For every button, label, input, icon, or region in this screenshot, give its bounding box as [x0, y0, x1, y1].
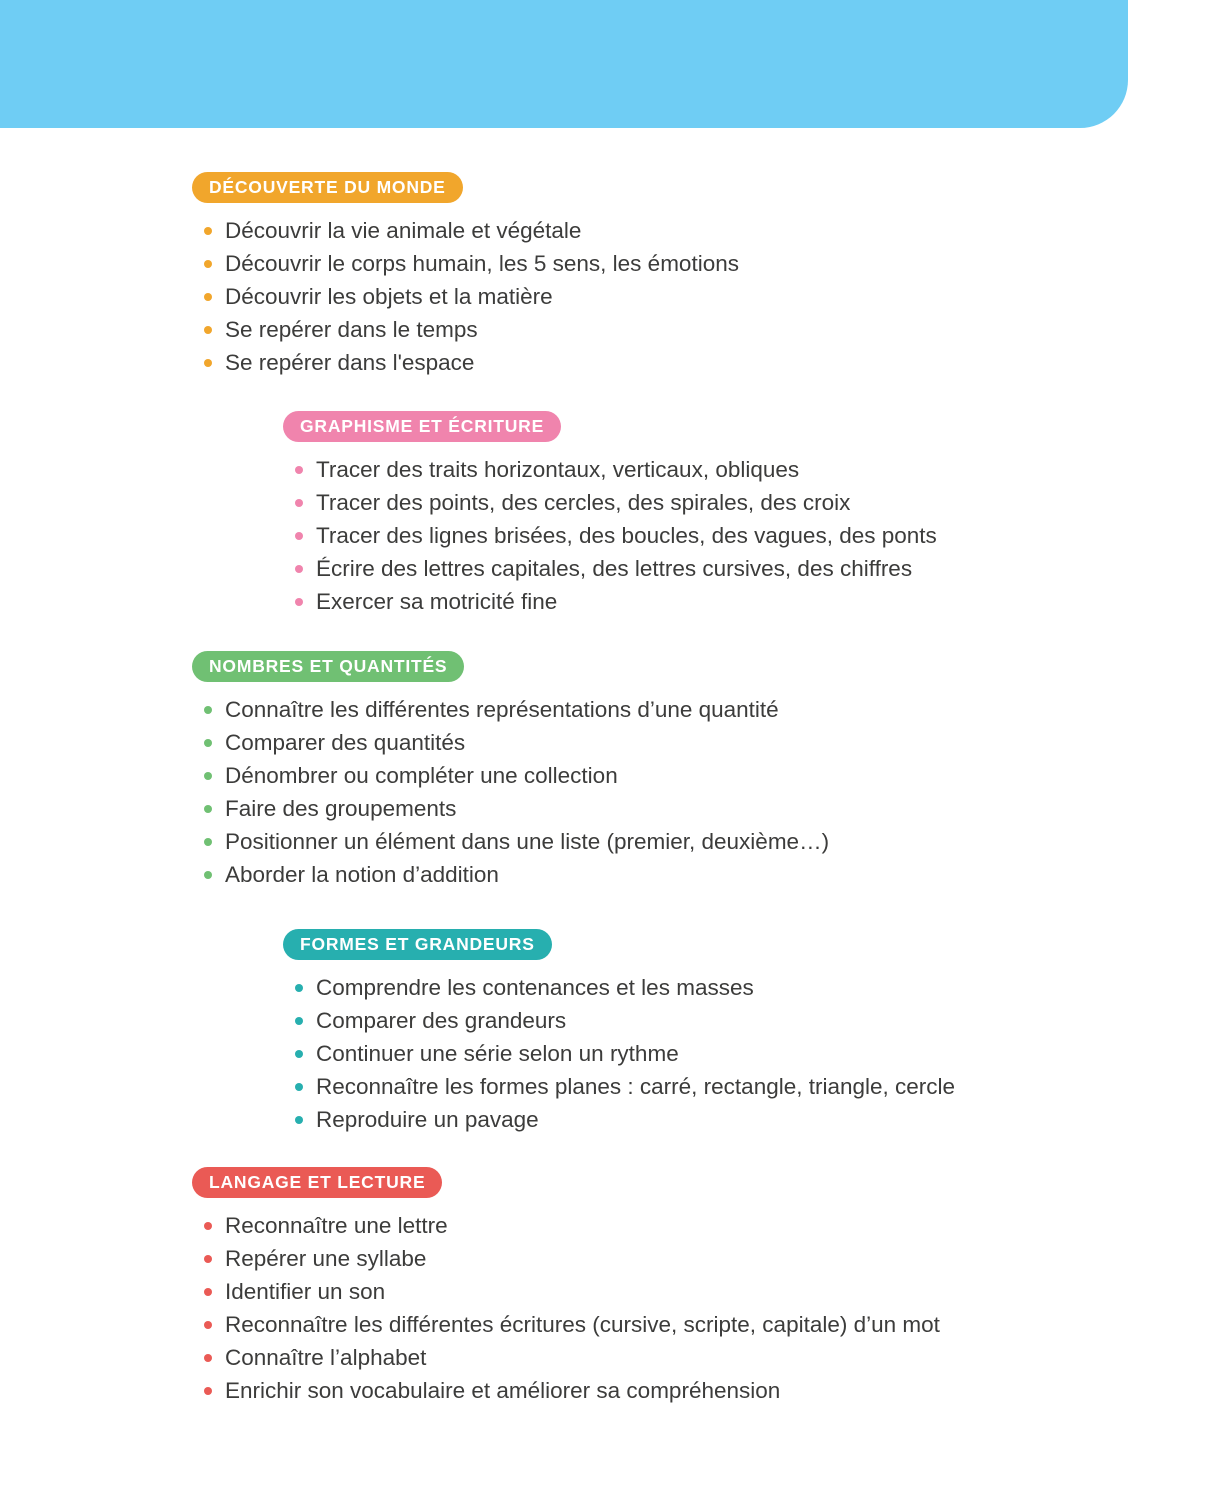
- bullet-icon: [204, 1288, 212, 1296]
- list-item: [192, 280, 1205, 313]
- list-item: [192, 792, 1205, 825]
- bullet-icon: [204, 1222, 212, 1230]
- bullet-icon: [295, 1083, 303, 1091]
- skills-list: [283, 971, 1205, 1136]
- bullet-icon: [204, 359, 212, 367]
- bullet-icon: [295, 984, 303, 992]
- list-item-text: Aborder la notion d’addition: [225, 862, 499, 887]
- list-item-text: Comprendre les contenances et les masses: [316, 975, 754, 1000]
- list-item-text: Connaître l’alphabet: [225, 1345, 427, 1370]
- bullet-icon: [204, 871, 212, 879]
- skills-list: [192, 693, 1205, 891]
- list-item: [192, 1209, 1205, 1242]
- list-item: [283, 585, 1205, 618]
- bullet-icon: [204, 293, 212, 301]
- list-item-text: Enrichir son vocabulaire et améliorer sa compréhension: [225, 1378, 781, 1403]
- section-langage-et-lecture: [192, 1167, 1205, 1407]
- list-item: [192, 759, 1205, 792]
- section-badge-graphisme-et-ecriture: GRAPHISME ET ÉCRITURE: [283, 411, 561, 442]
- list-item-text: Exercer sa motricité fine: [316, 589, 558, 614]
- skills-list: [192, 214, 1205, 379]
- skills-list: [283, 453, 1205, 618]
- section-badge-decouverte-du-monde: DÉCOUVERTE DU MONDE: [192, 172, 463, 203]
- section-badge-nombres-et-quantites: NOMBRES ET QUANTITÉS: [192, 651, 464, 682]
- bullet-icon: [295, 1116, 303, 1124]
- list-item: [192, 214, 1205, 247]
- list-item-text: Tracer des lignes brisées, des boucles, des vagues, des ponts: [316, 523, 937, 548]
- bullet-icon: [295, 532, 303, 540]
- list-item-text: Comparer des quantités: [225, 730, 466, 755]
- list-item: [283, 1070, 1205, 1103]
- list-item-text: Découvrir la vie animale et végétale: [225, 218, 582, 243]
- list-item-text: Se repérer dans l'espace: [225, 350, 475, 375]
- list-item-text: Continuer une série selon un rythme: [316, 1041, 679, 1066]
- list-item-text: Reconnaître une lettre: [225, 1213, 448, 1238]
- list-item: [192, 1374, 1205, 1407]
- list-item-text: Se repérer dans le temps: [225, 317, 478, 342]
- list-item: [283, 519, 1205, 552]
- bullet-icon: [204, 739, 212, 747]
- section-graphisme-et-ecriture: [283, 411, 1205, 618]
- list-item-text: Comparer des grandeurs: [316, 1008, 567, 1033]
- list-item-text: Positionner un élément dans une liste (premier, deuxième…): [225, 829, 830, 854]
- list-item: [192, 247, 1205, 280]
- list-item: [192, 346, 1205, 379]
- list-item: [283, 1004, 1205, 1037]
- section-badge-langage-et-lecture: LANGAGE ET LECTURE: [192, 1167, 442, 1198]
- list-item: [192, 1308, 1205, 1341]
- list-item-text: Reconnaître les formes planes : carré, rectangle, triangle, cercle: [316, 1074, 956, 1099]
- list-item: [283, 1103, 1205, 1136]
- section-badge-formes-et-grandeurs: FORMES ET GRANDEURS: [283, 929, 552, 960]
- bullet-icon: [295, 1017, 303, 1025]
- list-item: [192, 693, 1205, 726]
- list-item-text: Découvrir le corps humain, les 5 sens, les émotions: [225, 251, 739, 276]
- skills-list: [192, 1209, 1205, 1407]
- bullet-icon: [295, 598, 303, 606]
- list-item: [283, 971, 1205, 1004]
- list-item: [192, 1341, 1205, 1374]
- header-banner: [0, 0, 1128, 128]
- list-item: [192, 1275, 1205, 1308]
- bullet-icon: [204, 326, 212, 334]
- bullet-icon: [204, 805, 212, 813]
- list-item-text: Écrire des lettres capitales, des lettres cursives, des chiffres: [316, 556, 913, 581]
- bullet-icon: [204, 1354, 212, 1362]
- bullet-icon: [295, 499, 303, 507]
- section-formes-et-grandeurs: [283, 929, 1205, 1136]
- list-item-text: Tracer des points, des cercles, des spirales, des croix: [316, 490, 851, 515]
- bullet-icon: [204, 706, 212, 714]
- bullet-icon: [204, 1321, 212, 1329]
- bullet-icon: [204, 1255, 212, 1263]
- list-item: [283, 486, 1205, 519]
- list-item: [192, 825, 1205, 858]
- list-item: [283, 552, 1205, 585]
- list-item-text: Découvrir les objets et la matière: [225, 284, 553, 309]
- bullet-icon: [204, 260, 212, 268]
- list-item: [283, 453, 1205, 486]
- bullet-icon: [204, 227, 212, 235]
- list-item-text: Reconnaître les différentes écritures (cursive, scripte, capitale) d’un mot: [225, 1312, 940, 1337]
- list-item: [283, 1037, 1205, 1070]
- bullet-icon: [295, 565, 303, 573]
- bullet-icon: [295, 466, 303, 474]
- list-item-text: Faire des groupements: [225, 796, 457, 821]
- list-item-text: Identifier un son: [225, 1279, 386, 1304]
- bullet-icon: [295, 1050, 303, 1058]
- list-item: [192, 1242, 1205, 1275]
- bullet-icon: [204, 838, 212, 846]
- section-decouverte-du-monde: [192, 172, 1205, 379]
- bullet-icon: [204, 1387, 212, 1395]
- list-item-text: Connaître les différentes représentations d’une quantité: [225, 697, 779, 722]
- list-item-text: Reproduire un pavage: [316, 1107, 539, 1132]
- section-nombres-et-quantites: [192, 651, 1205, 891]
- list-item: [192, 726, 1205, 759]
- list-item-text: Dénombrer ou compléter une collection: [225, 763, 618, 788]
- bullet-icon: [204, 772, 212, 780]
- list-item-text: Repérer une syllabe: [225, 1246, 427, 1271]
- list-item: [192, 313, 1205, 346]
- list-item-text: Tracer des traits horizontaux, verticaux, obliques: [316, 457, 800, 482]
- list-item: [192, 858, 1205, 891]
